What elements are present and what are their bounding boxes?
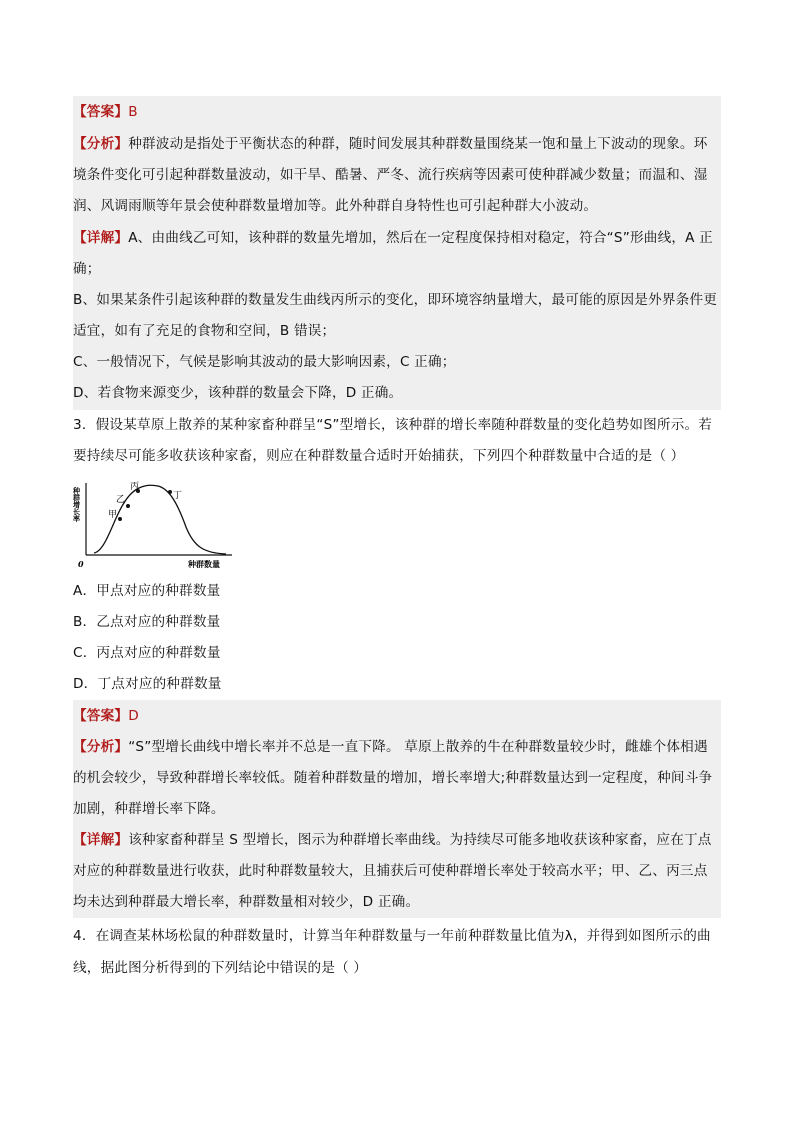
q2-detail-line: B、如果某条件引起该种群的数量发生曲线丙所示的变化，即环境容纳量增大，最可能的原因是外界条件更 [73,292,718,308]
q3-detail-line: 对应的种群数量进行收获，此时种群数量较大，且捕获后可使种群增长率处于较高水平；甲、乙、丙三点 [73,863,708,879]
q3-answer [73,706,723,726]
point-jia [118,517,122,521]
q2-detail-line: 【详解】A、由曲线乙可知，该种群的数量先增加，然后在一定程度保持相对稳定，符合“S”形曲线，A 正 [73,230,713,246]
x-axis-label: 种群数量 [188,559,220,569]
q2-analysis-line: 润、风调雨顺等年景会使种群数量增加等。此外种群自身特性也可引起种群大小波动。 [73,198,598,214]
q2-detail-line: D、若食物来源变少，该种群的数量会下降，D 正确。 [73,385,403,401]
point-yi [126,504,130,508]
growth-rate-curve-figure [66,477,236,573]
label-jia: 甲 [108,510,118,520]
detail-tag: 【详解】 [73,832,129,848]
q3-stem-line: 3．假设某草原上散养的某种家畜种群呈“S”型增长，该种群的增长率随种群数量的变化趋势如图所示。若 [73,417,713,433]
q3-analysis-line: 【分析】“S”型增长曲线中增长率并不总是一直下降。 草原上散养的牛在种群数量较少时，雌雄个体相遇 [73,739,708,755]
label-ding: 丁 [173,491,183,501]
option-a: A．甲点对应的种群数量 [73,583,221,599]
q2-detail-line: 适宜，如有了充足的食物和空间，B 错误； [73,323,336,339]
q3-analysis-line: 加剧，种群增长率下降。 [73,801,225,817]
q2-answer [73,102,723,122]
option-d: D．丁点对应的种群数量 [73,676,222,692]
answer-value: B [128,104,138,120]
option-b: B．乙点对应的种群数量 [73,614,221,630]
answer-tag: 【答案】 [73,708,129,724]
q2-analysis-line: 【分析】种群波动是指处于平衡状态的种群，随时间发展其种群数量围绕某一饱和量上下波动的现象。环 [73,136,708,152]
q3-detail-line: 均未达到种群最大增长率，种群数量相对较少，D 正确。 [73,894,420,910]
label-yi: 乙 [116,495,126,505]
y-axis-label: 种群增长率 [72,487,82,522]
q3-stem-line: 要持续尽可能多收获该种家畜，则应在种群数量合适时开始捕获，下列四个种群数量中合适的是（ ） [73,448,685,464]
detail-tag: 【详解】 [73,230,129,246]
analysis-tag: 【分析】 [73,136,129,152]
q2-detail-line: 确； [73,261,101,277]
q3-analysis-line: 的机会较少，导致种群增长率较低。随着种群数量的增加，增长率增大;种群数量达到一定程度，种间斗争 [73,770,713,786]
q4-stem-line: 4．在调查某林场松鼠的种群数量时，计算当年种群数量与一年前种群数量比值为λ，并得到如图所示的曲 [73,928,711,944]
option-c: C．丙点对应的种群数量 [73,645,221,661]
q2-analysis-line: 境条件变化可引起种群数量波动，如干旱、酷暑、严冬、流行疾病等因素可使种群减少数量；而温和、湿 [73,167,708,183]
q3-detail-line: 【详解】该种家畜种群呈 S 型增长，图示为种群增长率曲线。为持续尽可能多地收获该种家畜，应在丁点 [73,832,712,848]
q4-stem-line: 线，据此图分析得到的下列结论中错误的是（ ） [73,960,368,976]
label-bing: 丙 [130,482,140,492]
analysis-tag: 【分析】 [73,739,129,755]
answer-tag: 【答案】 [73,104,129,120]
point-ding [168,490,172,494]
answer-value: D [128,708,139,724]
q2-detail-line: C、一般情况下，气候是影响其波动的最大影响因素，C 正确； [73,354,456,370]
origin-label: 0 [78,559,84,569]
